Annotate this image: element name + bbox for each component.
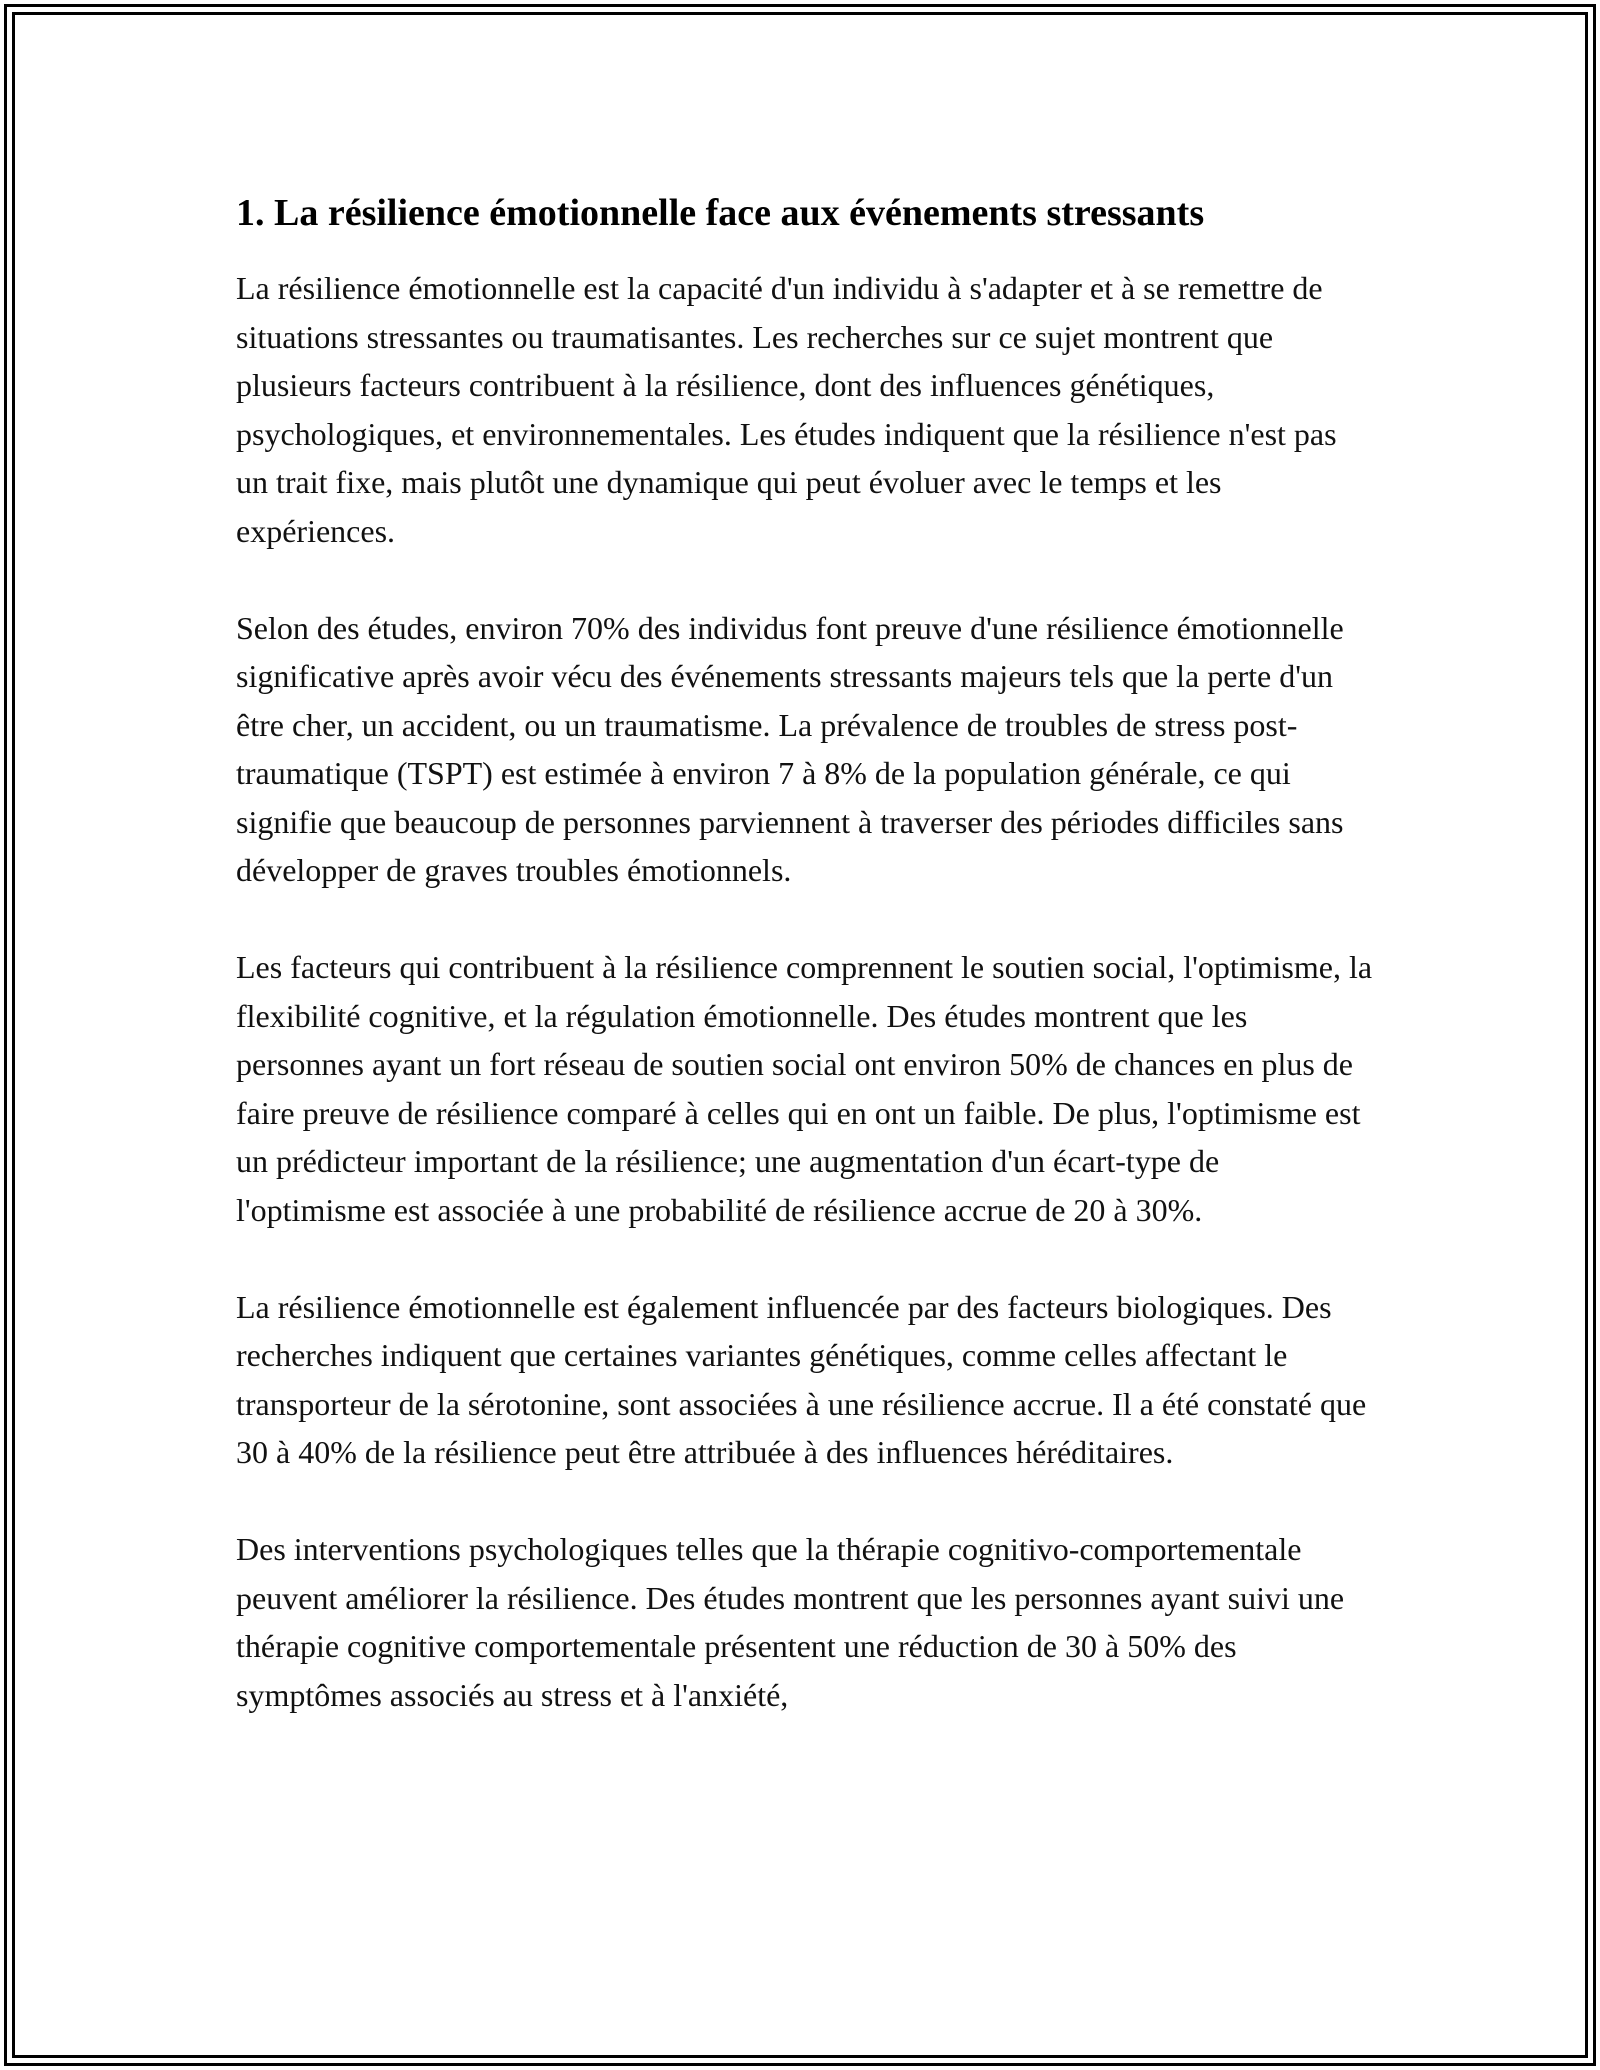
paragraph-factors: Les facteurs qui contribuent à la résilience comprennent le soutien social, l'optimisme, la flexibilité cognitive, et la régulation émotionnelle. Des études montrent que les personnes ayant un fort réseau de soutien social ont environ 50% de chances en plus de faire preuve de résilience comparé à celles qui en ont un faible. De plus, l'optimisme est un prédicteur important de la résilience; une augmentation d'un écart-type de l'optimisme est associée à une probabilité de résilience accrue de 20 à 30%. bbox=[236, 949, 1373, 1228]
document-body bbox=[236, 188, 1376, 1719]
paragraph-definition: La résilience émotionnelle est la capacité d'un individu à s'adapter et à se remettre de situations stressantes ou traumatisantes. Les recherches sur ce sujet montrent que plusieurs facteurs contribuent à la résilience, dont des influences génétiques, psychologiques, et environnementales. Les études indiquent que la résilience n'est pas un trait fixe, mais plutôt une dynamique qui peut évoluer avec le temps et les expériences. bbox=[236, 270, 1337, 549]
paragraph-prevalence: Selon des études, environ 70% des individus font preuve d'une résilience émotionnelle significative après avoir vécu des événements stressants majeurs tels que la perte d'un être cher, un accident, ou un traumatisme. La prévalence de troubles de stress post-traumatique (TSPT) est estimée à environ 7 à 8% de la population générale, ce qui signifie que beaucoup de personnes parviennent à traverser des périodes difficiles sans développer de graves troubles émotionnels. bbox=[236, 609, 1344, 888]
section-heading: 1. La résilience émotionnelle face aux événements stressants bbox=[236, 192, 1205, 234]
paragraph-interventions: Des interventions psychologiques telles que la thérapie cognitivo-comportementale peuvent améliorer la résilience. Des études montrent que les personnes ayant suivi une thérapie cognitive comportementale présentent une réduction de 30 à 50% des symptômes associés au stress et à l'anxiété, bbox=[236, 1531, 1345, 1713]
paragraph-biology: La résilience émotionnelle est également influencée par des facteurs biologiques. Des recherches indiquent que certaines variantes génétiques, comme celles affectant le transporteur de la sérotonine, sont associées à une résilience accrue. Il a été constaté que 30 à 40% de la résilience peut être attribuée à des influences héréditaires. bbox=[236, 1288, 1367, 1470]
